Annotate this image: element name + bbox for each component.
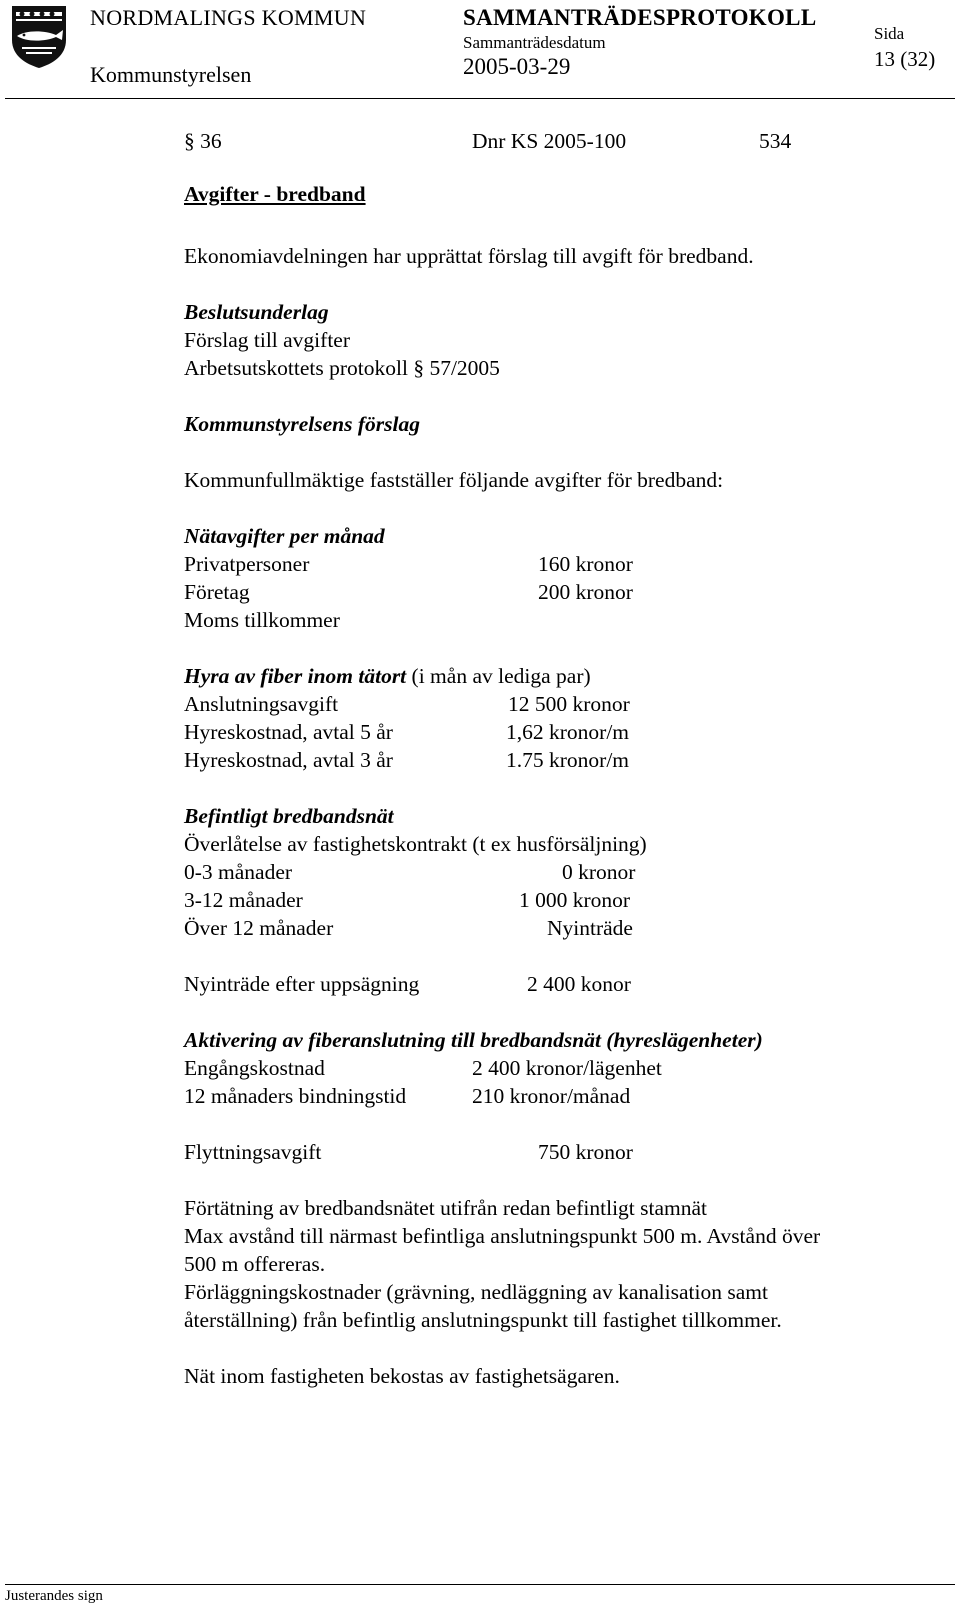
fortatning-line: Max avstånd till närmast befintliga anslutningspunkt 500 m. Avstånd över [184, 1224, 821, 1248]
fee-label: Privatpersoner [184, 552, 310, 576]
fee-label: 12 månaders bindningstid [184, 1084, 407, 1108]
fee-label: Engångskostnad [184, 1056, 325, 1080]
proposal-lead: Kommunfullmäktige fastställer följande avgifter för bredband: [184, 468, 724, 492]
fee-value: 750 kronor [538, 1140, 633, 1164]
meeting-date-label: Sammanträdesdatum [463, 33, 606, 52]
paragraph-number: § 36 [184, 129, 222, 153]
fee-label: Flyttningsavgift [184, 1140, 322, 1164]
item-title: Avgifter - bredband [184, 182, 366, 206]
meeting-date: 2005-03-29 [463, 54, 571, 79]
fee-value: 12 500 kronor [508, 692, 630, 716]
fee-value: 2 400 kronor/lägenhet [472, 1056, 662, 1080]
befintligt-subheading: Överlåtelse av fastighetskontrakt (t ex husförsäljning) [184, 832, 647, 856]
proposal-heading: Kommunstyrelsens förslag [184, 412, 420, 436]
header-divider [5, 98, 955, 99]
aktivering-heading: Aktivering av fiberanslutning till bredbandsnät (hyreslägenheter) [184, 1028, 763, 1052]
fee-value: 0 kronor [562, 860, 636, 884]
underlag-item: Förslag till avgifter [184, 328, 350, 352]
municipal-coat-of-arms [10, 4, 68, 70]
intro-text: Ekonomiavdelningen har upprättat förslag till avgift för bredband. [184, 244, 754, 268]
fee-label: Över 12 månader [184, 916, 334, 940]
diary-number: Dnr KS 2005-100 [472, 129, 627, 153]
hyra-heading-line [184, 662, 591, 690]
closing-text: Nät inom fastigheten bekostas av fastighetsägaren. [184, 1364, 620, 1388]
fee-value: 210 kronor/månad [472, 1084, 631, 1108]
fortatning-line: Förtätning av bredbandsnätet utifrån redan befintligt stamnät [184, 1196, 708, 1220]
fee-label: Företag [184, 580, 250, 604]
organization-name: NORDMALINGS KOMMUN [90, 5, 367, 30]
fee-label: Nyinträde efter uppsägning [184, 972, 420, 996]
fee-label: 3-12 månader [184, 888, 303, 912]
fortatning-line: 500 m offereras. [184, 1252, 326, 1276]
fee-value: 160 kronor [538, 552, 633, 576]
fortatning-line: Förläggningskostnader (grävning, nedläggning av kanalisation samt [184, 1280, 768, 1304]
page-number: 13 (32) [874, 47, 936, 71]
fee-label: Anslutningsavgift [184, 692, 339, 716]
fee-value: 1 000 kronor [519, 888, 631, 912]
fortatning-line: återställning) från befintlig anslutningspunkt till fastighet tillkommer. [184, 1308, 782, 1332]
underlag-item: Arbetsutskottets protokoll § 57/2005 [184, 356, 500, 380]
page-label: Sida [874, 24, 905, 43]
department-name: Kommunstyrelsen [90, 62, 252, 87]
archive-code: 534 [759, 129, 792, 153]
hyra-heading: Hyra av fiber inom tätort [184, 664, 407, 688]
befintligt-heading: Befintligt bredbandsnät [184, 804, 394, 828]
fee-value: 1,62 kronor/m [506, 720, 630, 744]
fee-label: 0-3 månader [184, 860, 293, 884]
fee-label: Hyreskostnad, avtal 5 år [184, 720, 393, 744]
document-type: SAMMANTRÄDESPROTOKOLL [463, 5, 817, 30]
footer-divider [5, 1584, 955, 1585]
natavgifter-heading: Nätavgifter per månad [184, 524, 385, 548]
fee-label: Hyreskostnad, avtal 3 år [184, 748, 393, 772]
fee-value: 2 400 konor [527, 972, 631, 996]
adjuster-signature-label: Justerandes sign [5, 1588, 103, 1604]
hyra-heading-note: (i mån av lediga par) [406, 664, 591, 688]
fee-value: 1.75 kronor/m [506, 748, 630, 772]
underlag-heading: Beslutsunderlag [184, 300, 329, 324]
fee-value: Nyinträde [547, 916, 633, 940]
vat-note: Moms tillkommer [184, 608, 340, 632]
fee-value: 200 kronor [538, 580, 633, 604]
